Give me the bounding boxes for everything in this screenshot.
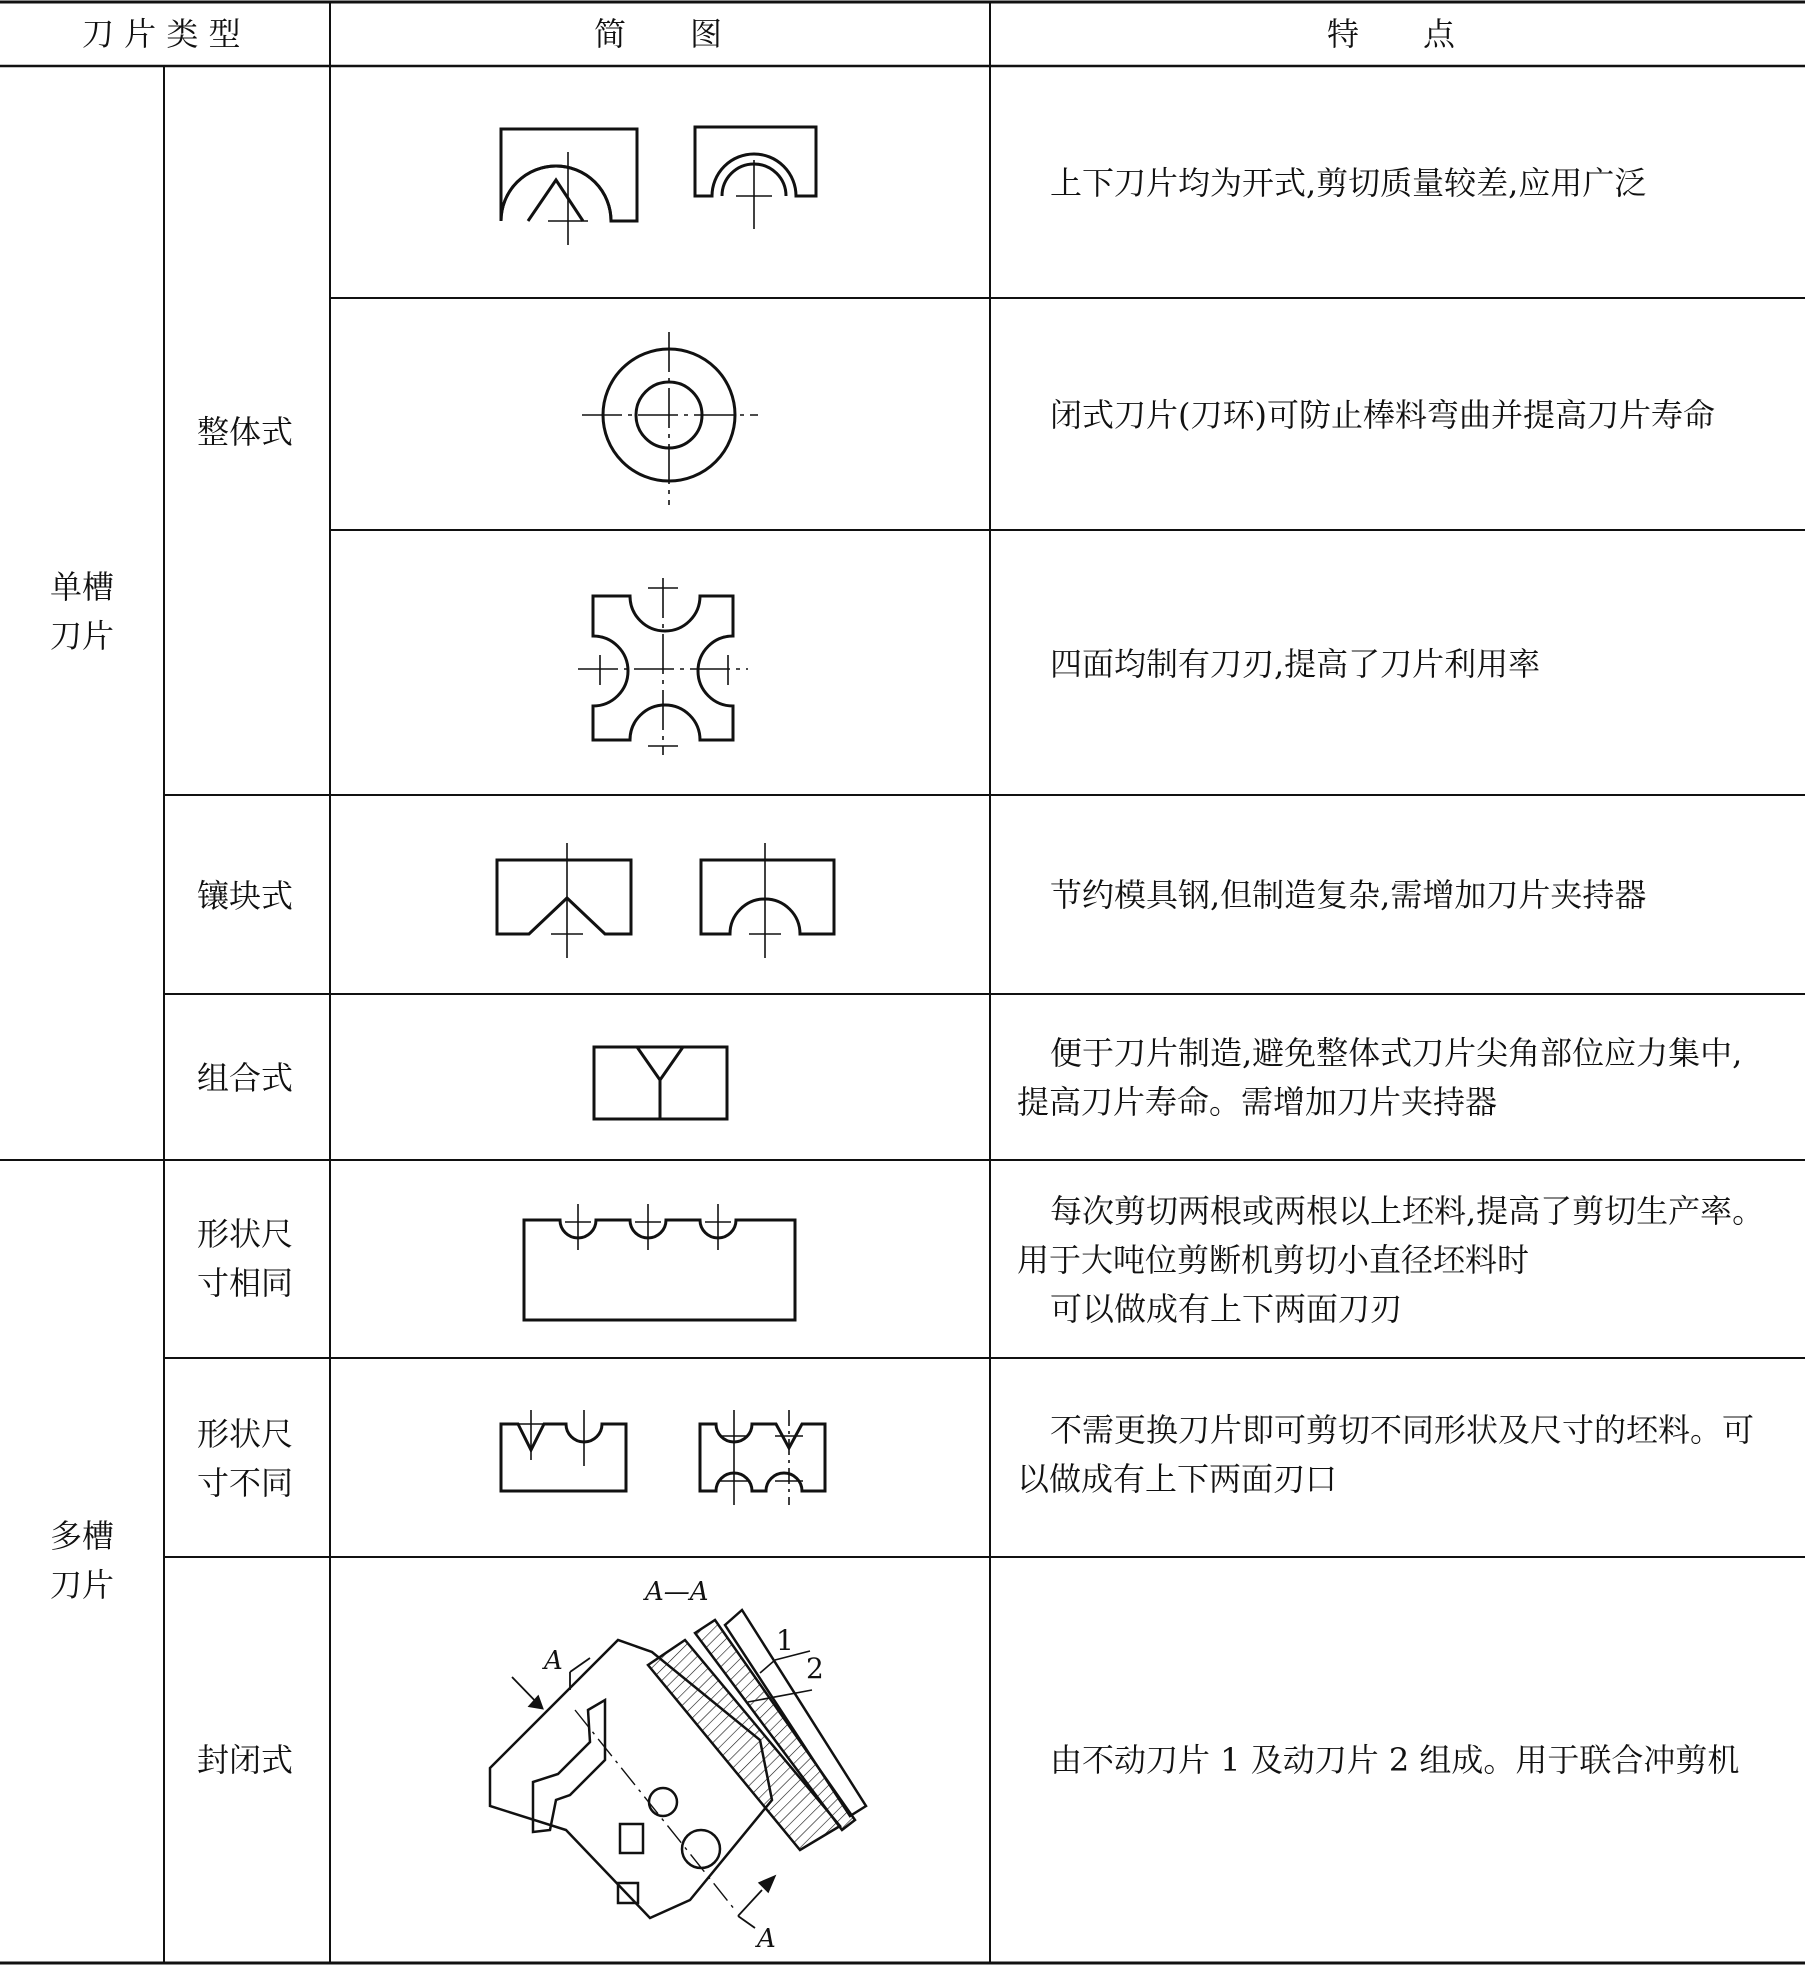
subtype-combined: 组合式 — [197, 1059, 294, 1097]
feature-row-5: 便于刀片制造,避免整体式刀片尖角部位应力集中, 提高刀片寿命。需增加刀片夹持器 — [1017, 1034, 1743, 1121]
arrow-label-a-bottom: A — [757, 1924, 776, 1954]
feature-row-8: 由不动刀片 1 及动刀片 2 组成。用于联合冲剪机 — [1050, 1741, 1740, 1779]
part-label-2: 2 — [806, 1652, 824, 1685]
arrow-label-a-top: A — [544, 1646, 563, 1676]
feature-row-1: 上下刀片均为开式,剪切质量较差,应用广泛 — [1050, 164, 1647, 202]
subtype-closed: 封闭式 — [197, 1741, 294, 1779]
header-blade-type: 刀 片 类 型 — [82, 15, 241, 53]
subtype-same-size: 形状尺 寸相同 — [197, 1215, 294, 1302]
feature-row-3: 四面均制有刀刃,提高了刀片利用率 — [1050, 645, 1541, 683]
feature-row-7: 不需更换刀片即可剪切不同形状及尺寸的坯料。可 以做成有上下两面刃口 — [1017, 1411, 1755, 1498]
header-diagram: 简 图 — [594, 15, 723, 53]
insert-blade-drawing — [497, 860, 834, 934]
section-label: A—A — [645, 1577, 709, 1607]
part-label-1: 1 — [776, 1624, 794, 1657]
group-label-multi-groove: 多槽 刀片 — [50, 1517, 115, 1604]
feature-row-2: 闭式刀片(刀环)可防止棒料弯曲并提高刀片寿命 — [1050, 396, 1715, 434]
ring-blade-drawing — [582, 332, 758, 505]
feature-row-4: 节约模具钢,但制造复杂,需增加刀片夹持器 — [1050, 876, 1647, 914]
header-features: 特 点 — [1327, 15, 1456, 53]
subtype-different-size: 形状尺 寸不同 — [197, 1415, 294, 1502]
group-label-single-groove: 单槽 刀片 — [50, 568, 115, 655]
subtype-insert: 镶块式 — [197, 877, 294, 915]
combined-blade-drawing — [594, 1047, 727, 1119]
open-blade-drawing — [501, 127, 816, 221]
subtype-integral: 整体式 — [197, 413, 294, 451]
feature-row-6: 每次剪切两根或两根以上坯料,提高了剪切生产率。 用于大吨位剪断机剪切小直径坯料时 可以做成有上下两面刀刃 — [1017, 1192, 1765, 1328]
multi-groove-same-size-drawing — [524, 1220, 795, 1320]
